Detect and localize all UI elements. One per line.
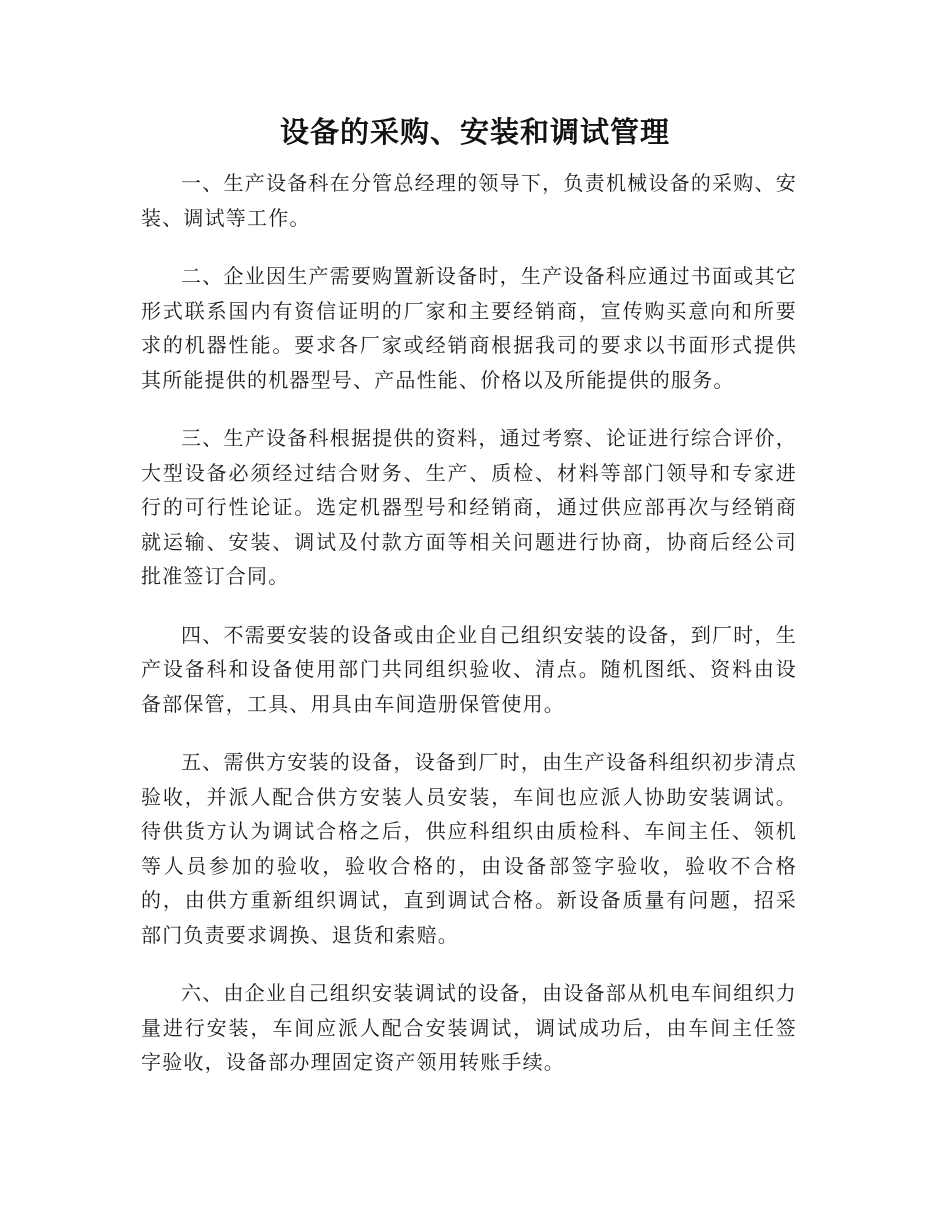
document-title: 设备的采购、安装和调试管理: [279, 115, 670, 149]
paragraph-6: 六、由企业自己组织安装调试的设备，由设备部从机电车间组织力量进行安装，车间应派人配合安装调试，调试成功后，由车间主任签字验收，设备部办理固定资产领用转账手续。: [141, 981, 797, 1074]
paragraph-1: 一、生产设备科在分管总经理的领导下，负责机械设备的采购、安装、调试等工作。: [141, 171, 797, 230]
paragraph-3: 三、生产设备科根据提供的资料，通过考察、论证进行综合评价，大型设备必须经过结合财务、生产、质检、材料等部门领导和专家进行的可行性论证。选定机器型号和经销商，通过供应部再次与经销商就运输、安装、调试及付款方面等相关问题进行协商，协商后经公司批准签订合同。: [141, 426, 797, 588]
document-body: [141, 166, 797, 1104]
paragraph-5: 五、需供方安装的设备，设备到厂时，由生产设备科组织初步清点验收，并派人配合供方安装人员安装，车间也应派人协助安装调试。待供货方认为调试合格之后，供应科组织由质检科、车间主任、领机等人员参加的验收，验收合格的，由设备部签字验收，验收不合格的，由供方重新组织调试，直到调试合格。新设备质量有问题，招采部门负责要求调换、退货和索赔。: [141, 750, 797, 947]
paragraph-2: 二、企业因生产需要购置新设备时，生产设备科应通过书面或其它形式联系国内有资信证明的厂家和主要经销商，宣传购买意向和所要求的机器性能。要求各厂家或经销商根据我司的要求以书面形式提供其所能提供的机器型号、产品性能、价格以及所能提供的服务。: [141, 264, 797, 392]
paragraph-4: 四、不需要安装的设备或由企业自己组织安装的设备，到厂时，生产设备科和设备使用部门共同组织验收、清点。随机图纸、资料由设备部保管，工具、用具由车间造册保管使用。: [141, 622, 797, 716]
